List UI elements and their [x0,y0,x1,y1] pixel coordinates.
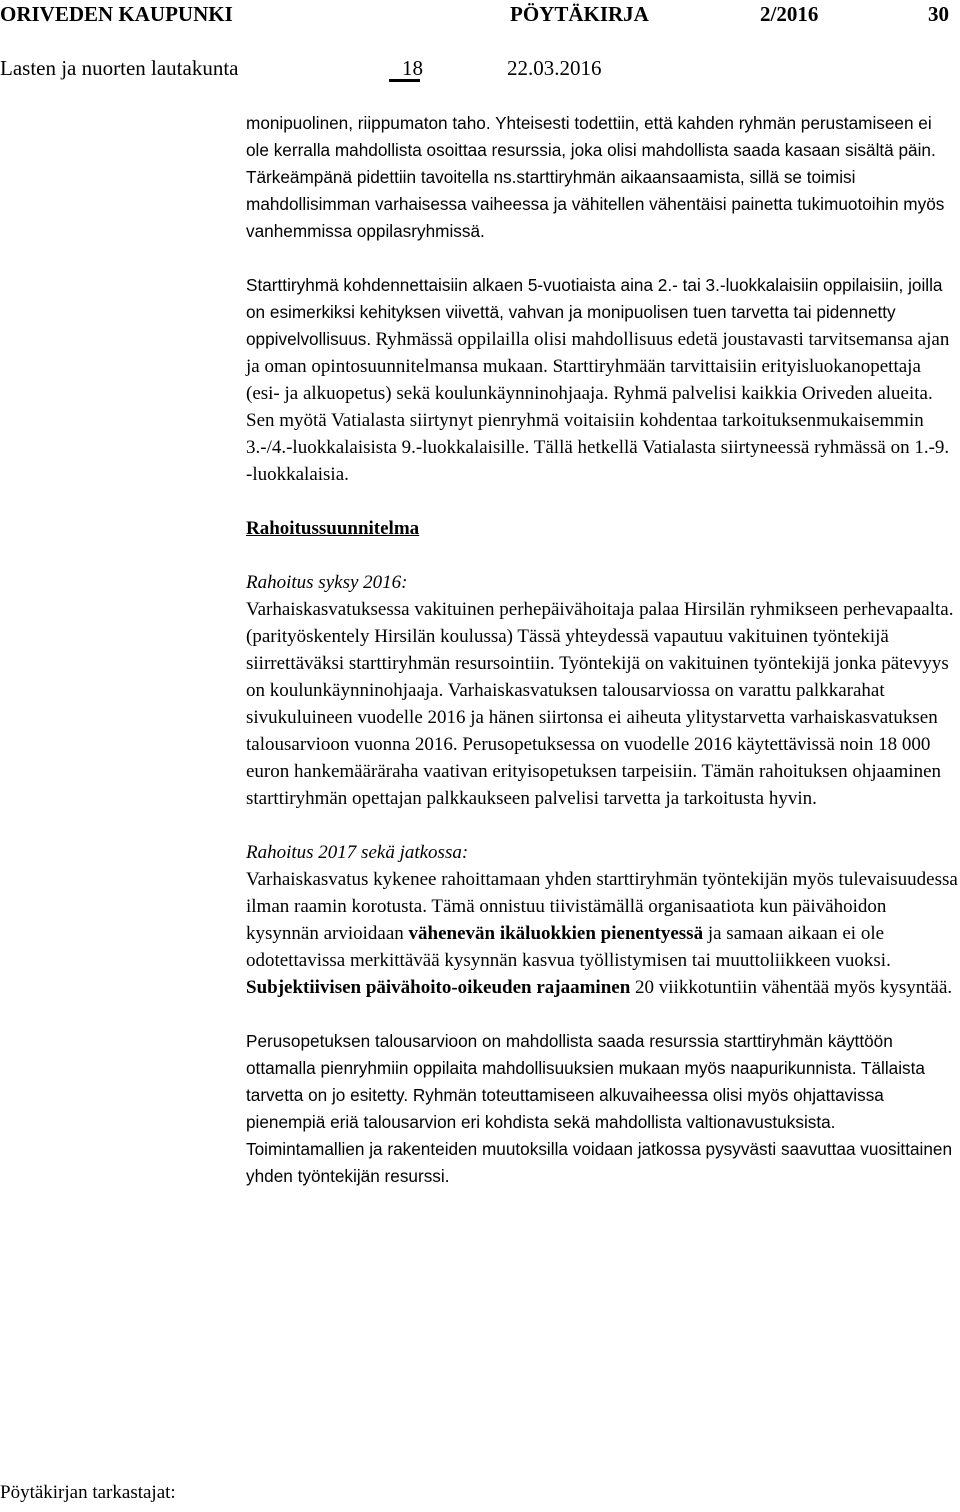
section-number: 18 [402,56,423,80]
paragraph-4-bold-1: vähenevän ikäluokkien pienentyessä [408,923,704,944]
paragraph-3: Varhaiskasvatuksessa vakituinen perhepäivähoitaja palaa Hirsilän ryhmikseen perhevapaalta. (parityöskentely Hirsilän koulussa) Tässä yhteydessä vapautuu vakituinen työntekijä siirrettäväksi starttiryhmän resursointiin. Työntekijä on vakituinen työntekijä jonka pätevyys on koulunkäynninohjaaja. Varhaiskasvatuksen talousarviossa on varattu palkkarahat sivukuluineen vuodelle 2016 ja hänen siirtonsa ei aiheuta ylitystarvetta varhaiskasvatuksen talousarvioon vuonna 2016. Perusopetuksessa on vuodelle 2016 käytettävissä noin 18 000 euron hankemääräraha vaativan erityisopetuksen tarpeisiin. Tämän rahoituksen ohjaaminen starttiryhmän opettajan palkkaukseen palvelisi tarvetta ja tarkoitusta hyvin. [246,599,954,809]
paragraph-4-text-a: Varhaiskasvatus kykenee rahoittamaan yhden starttiryhmän työntekijän myös tulevaisuudessa ilman raamin korotusta. Tämä onnistuu tiivistämällä organisaatiota kun päivähoidon kysynnän arvioidaan [246,869,958,944]
subheading-autumn-2016: Rahoitus syksy 2016: [246,572,408,593]
document-type: PÖYTÄKIRJA [510,2,649,26]
document-body [246,110,958,1190]
paragraph-1: monipuolinen, riippumaton taho. Yhteisesti todettiin, että kahden ryhmän perustamiseen ei ole kerralla mahdollista osoittaa resurssia, joka olisi mahdollista saada kasaan sisältä päin. Tärkeämpänä pidettiin tavoitella ns.starttiryhmän aikaansaamista, sillä se toimisi mahdollisimman varhaisessa vaiheessa ja vähitellen vähentäisi painetta tukimuotoihin myös vanhemmissa oppilasryhmissä. [246,113,945,241]
document-number: 2/2016 [760,2,819,26]
subheading-2017-onward: Rahoitus 2017 sekä jatkossa: [246,842,469,863]
paragraph-4-text-b: ja samaan aikaan ei ole odotettavissa merkittävää kysynnän kasvua työllistymisen tai muuttoliikkeen vuoksi. [246,923,891,971]
paragraph-2-part-b: Ryhmässä oppilailla olisi mahdollisuus edetä joustavasti tarvitsemansa ajan ja oman opintosuunnitelmansa mukaan. Starttiryhmään tarvittaisiin erityisluokanopettaja (esi- ja alkuopetus) sekä koulunkäynninohjaaja. Ryhmä palvelisi kaikkia Oriveden alueita. Sen myötä Vatialasta siirtynyt pienryhmä voitaisiin kohdentaa tarkoituksenmukaisemmin 3.-/4.-luokkalaisista 9.-luokkalaisille. Tällä hetkellä Vatialasta siirtyneessä ryhmässä on 1.-9. -luokkalaisia. [246,329,950,485]
section-title: Rahoitussuunnitelma [246,518,420,539]
board-name: Lasten ja nuorten lautakunta [0,56,239,80]
paragraph-4 [246,866,958,1001]
paragraph-4-bold-2: Subjektiivisen päivähoito-oikeuden rajaaminen [246,977,631,998]
paragraph-5: Perusopetuksen talousarvioon on mahdollista saada resurssia starttiryhmän käyttöön ottamalla pienryhmiin oppilaita mahdollisuuksien mukaan myös naapurikunnista. Tällaista tarvetta on jo esitetty. Ryhmän toteuttamiseen alkuvaiheessa olisi myös ohjattavissa pienempiä eriä talousarvion eri kohdista sekä mahdollista valtionavustuksista. Toimintamallien ja rakenteiden muutoksilla voidaan jatkossa pysyvästi saavuttaa vuosittainen yhden työntekijän resurssi. [246,1031,953,1186]
paragraph-2 [246,272,958,488]
footer-label: Pöytäkirjan tarkastajat: [0,1482,176,1503]
org-name: ORIVEDEN KAUPUNKI [0,2,233,26]
paragraph-4-text-c: 20 viikkotuntiin vähentää myös kysyntää. [630,977,953,998]
paragraph-2-part-a: Starttiryhmä kohdennettaisiin alkaen 5-vuotiaista aina 2.- tai 3.-luokkalaisiin oppilaisiin, joilla on esimerkiksi kehityksen viivettä, vahvan ja monipuolisen tuen tarvetta tai pidennetty oppivelvollisuus. [246,275,943,349]
page-number: 30 [928,2,949,26]
meeting-date: 22.03.2016 [507,56,602,80]
